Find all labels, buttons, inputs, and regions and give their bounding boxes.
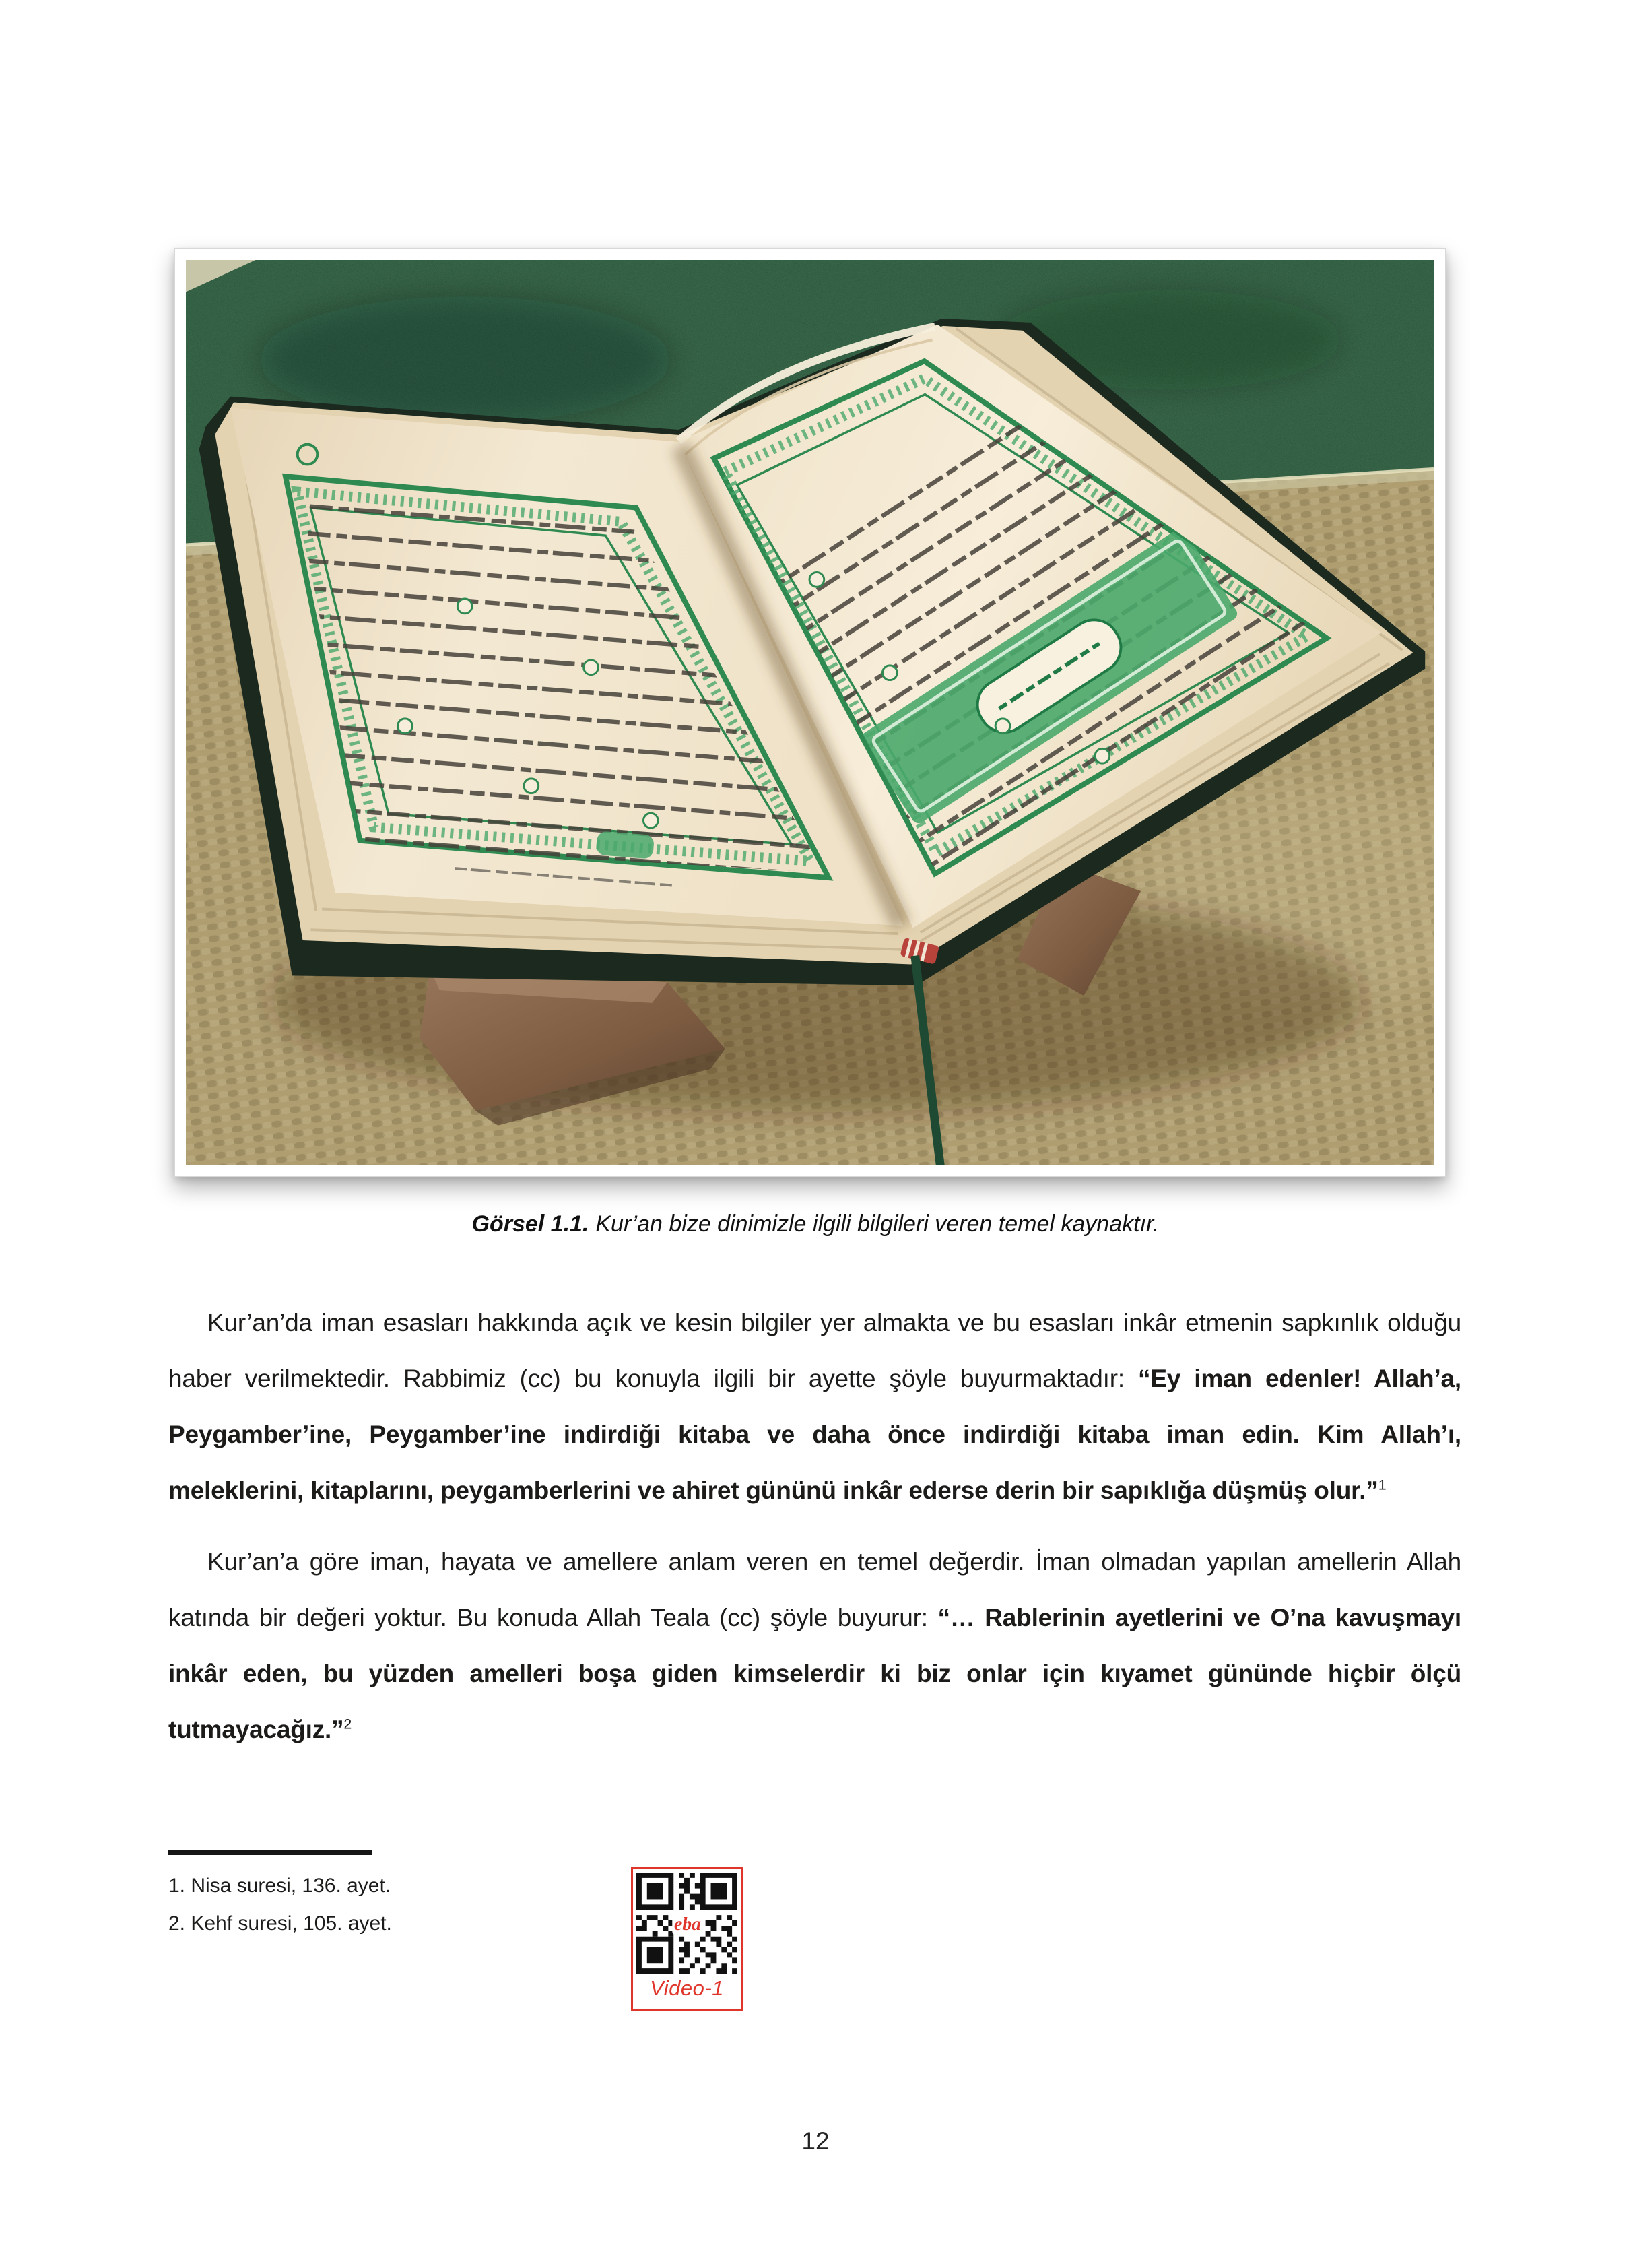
paragraph-1-quote: “Ey iman edenler! Allah’a, Peygamber’ine, Peygamber’ine indirdiği kitaba ve daha önce indirdiği kitaba iman edin. Kim Allah’ı, meleklerini, kitaplarını, peygamberlerini ve ahiret gününü inkâr ederse derin bir sapıklığa düşmüş olur.”	[168, 1365, 1461, 1504]
paragraph-1-normal: Kur’an’da iman esasları hakkında açık ve kesin bilgiler yer almakta ve bu esasları inkâr etmenin sapkınlık olduğu haber verilmektedir. Rabbimiz (cc) bu konuyla ilgili bir ayette şöyle buyurmaktadır:	[168, 1309, 1461, 1392]
paragraph-1	[168, 1295, 1461, 1518]
qr-video-label: Video-1	[650, 1976, 724, 2000]
figure-caption	[0, 1211, 1631, 1237]
paragraph-2-quote: “… Rablerinin ayetlerini ve O’na kavuşmayı inkâr eden, bu yüzden amelleri boşa giden kimselerdir ki biz onlar için kıyamet gününde hiçbir ölçü tutmayacağız.”	[168, 1604, 1461, 1743]
page-number: 12	[801, 2127, 830, 2155]
footnote-1: 1. Nisa suresi, 136. ayet.	[168, 1875, 391, 1897]
quran-photo	[186, 260, 1434, 1165]
quran-photo-figure	[174, 248, 1446, 1177]
footnotes	[168, 1867, 392, 1943]
paragraph-2	[168, 1534, 1461, 1757]
footnote-divider	[168, 1850, 372, 1855]
body-text	[168, 1295, 1461, 1757]
figure-caption-text: Kur’an bize dinimizle ilgili bilgileri veren temel kaynaktır.	[595, 1211, 1160, 1237]
figure-caption-label: Görsel 1.1.	[471, 1211, 589, 1237]
footnote-2: 2. Kehf suresi, 105. ayet.	[168, 1912, 392, 1935]
paragraph-2-normal: Kur’an’a göre iman, hayata ve amellere anlam veren en temel değerdir. İman olmadan yapılan amellerin Allah katında bir değeri yoktur. Bu konuda Allah Teala (cc) şöyle buyurur:	[168, 1548, 1461, 1631]
qr-code	[636, 1873, 737, 1974]
footnote-ref-2: 2	[343, 1716, 352, 1732]
video-qr-box	[631, 1867, 743, 2011]
footnote-ref-1: 1	[1378, 1477, 1387, 1493]
eba-logo: eba	[674, 1912, 701, 1934]
